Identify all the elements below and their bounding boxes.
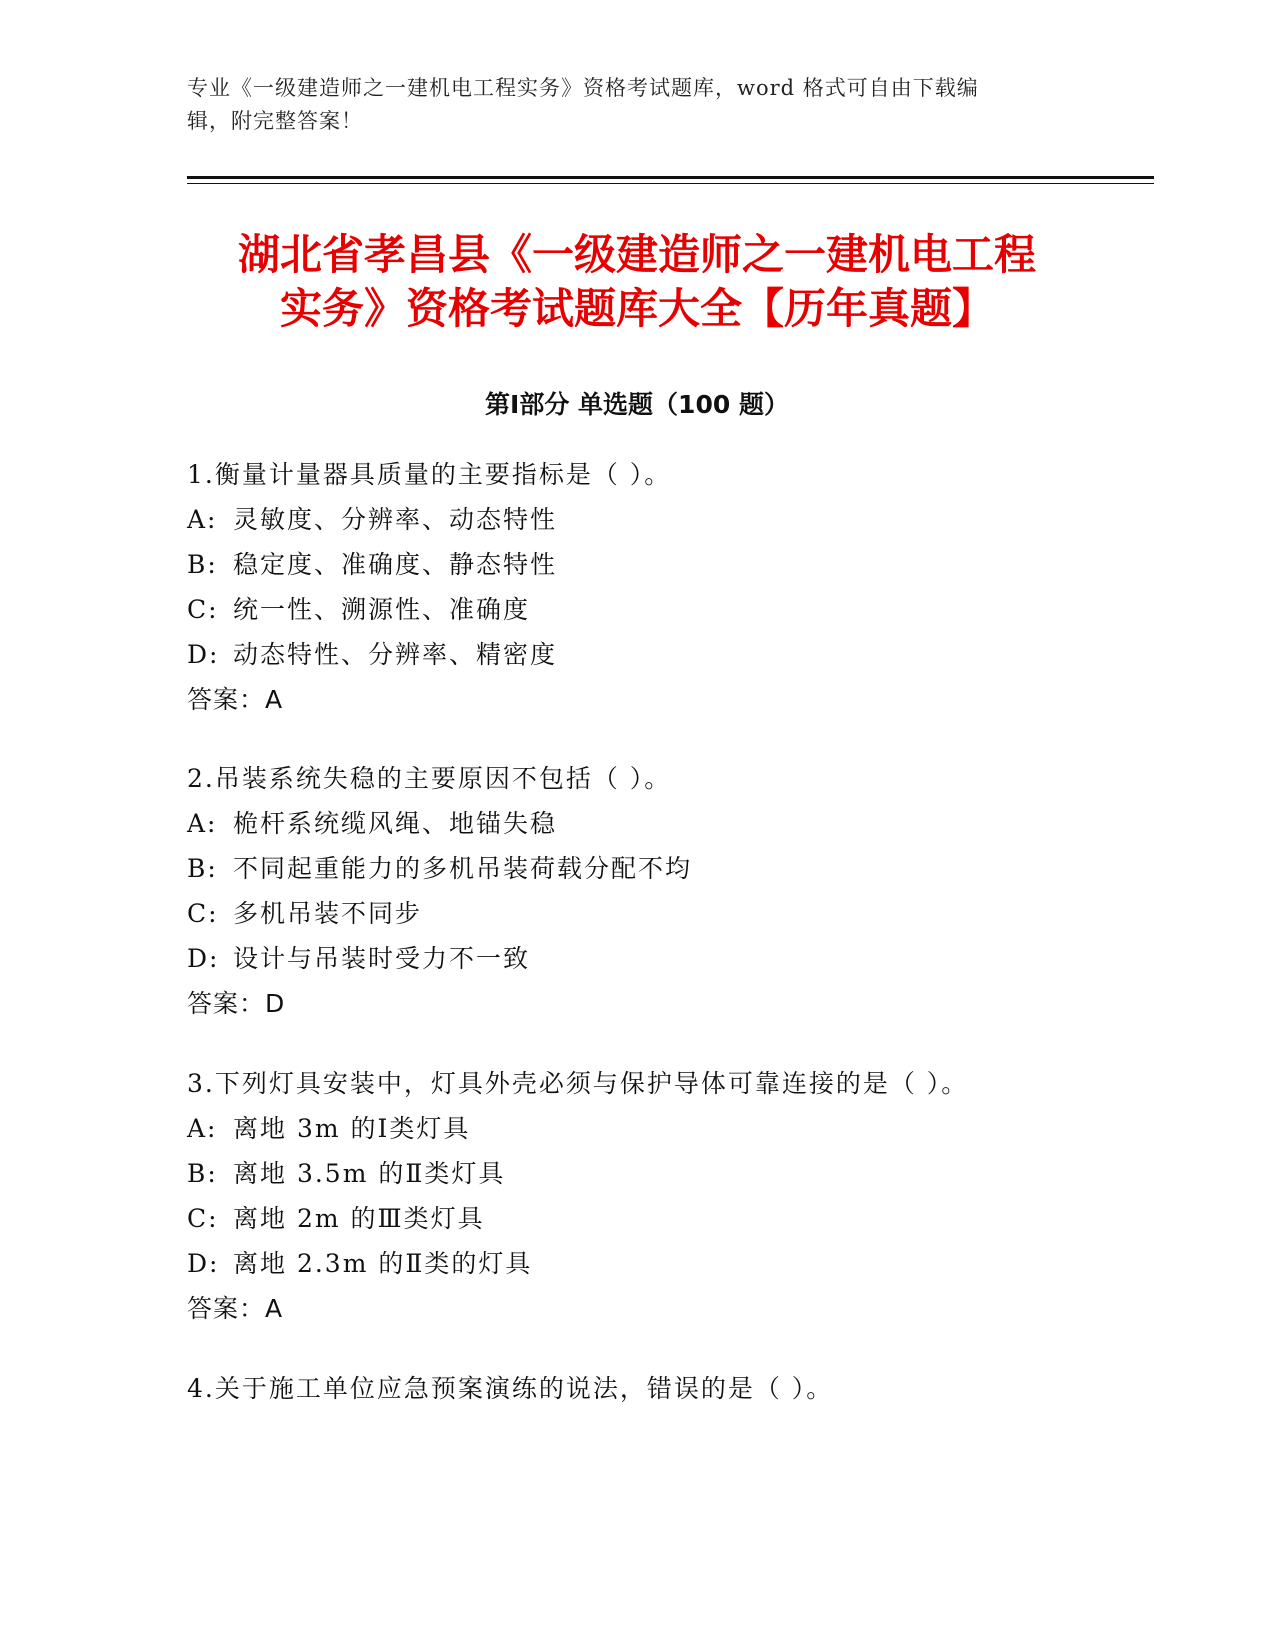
option-text: 离地 3.5m 的Ⅱ类灯具 <box>233 1159 506 1188</box>
option-b <box>187 1151 1147 1196</box>
option-text: 不同起重能力的多机吊装荷载分配不均 <box>233 854 693 883</box>
answer: 答案：A <box>187 685 284 714</box>
option-text: 桅杆系统缆风绳、地锚失稳 <box>233 809 558 838</box>
header-note-line-1: 专业《一级建造师之一建机电工程实务》资格考试题库，word 格式可自由下载编 <box>187 76 979 100</box>
question-2 <box>187 756 1147 1026</box>
answer: 答案：A <box>187 1294 284 1323</box>
option-d <box>187 632 1147 677</box>
header-divider-thin <box>187 183 1154 184</box>
option-b <box>187 542 1147 587</box>
option-text: 离地 2.3m 的Ⅱ类的灯具 <box>233 1249 533 1278</box>
question-stem: 1.衡量计量器具质量的主要指标是（ ）。 <box>187 460 672 489</box>
option-a <box>187 497 1147 542</box>
option-text: 设计与吊装时受力不一致 <box>233 944 531 973</box>
question-stem: 3.下列灯具安装中，灯具外壳必须与保护导体可靠连接的是（ ）。 <box>187 1069 969 1098</box>
option-letter: A: <box>187 1114 218 1143</box>
option-letter: D: <box>187 640 220 669</box>
question-1 <box>187 452 1147 722</box>
option-c <box>187 587 1147 632</box>
option-letter: C: <box>187 595 219 624</box>
option-b <box>187 846 1147 891</box>
document-title-line-2: 实务》资格考试题库大全【历年真题】 <box>279 284 994 333</box>
question-stem: 2.吊装系统失稳的主要原因不包括（ ）。 <box>187 764 672 793</box>
header-note <box>187 72 1087 138</box>
option-c <box>187 891 1147 936</box>
option-text: 动态特性、分辨率、精密度 <box>233 640 558 669</box>
option-a <box>187 801 1147 846</box>
option-letter: B: <box>187 550 218 579</box>
option-text: 多机吊装不同步 <box>233 899 423 928</box>
option-letter: A: <box>187 505 218 534</box>
header-note-line-2: 辑，附完整答案！ <box>187 109 363 133</box>
option-letter: D: <box>187 1249 220 1278</box>
option-text: 稳定度、准确度、静态特性 <box>233 550 558 579</box>
option-letter: B: <box>187 1159 218 1188</box>
option-letter: C: <box>187 1204 219 1233</box>
option-letter: C: <box>187 899 219 928</box>
option-text: 离地 2m 的Ⅲ类灯具 <box>233 1204 485 1233</box>
option-d <box>187 936 1147 981</box>
option-d <box>187 1241 1147 1286</box>
option-letter: A: <box>187 809 218 838</box>
section-heading: 第Ⅰ部分 单选题（100 题） <box>485 390 789 419</box>
answer: 答案：D <box>187 989 286 1018</box>
option-text: 统一性、溯源性、准确度 <box>233 595 531 624</box>
option-text: 离地 3m 的Ⅰ类灯具 <box>233 1114 471 1143</box>
question-3 <box>187 1061 1147 1331</box>
header-divider-thick <box>187 176 1154 179</box>
option-letter: D: <box>187 944 220 973</box>
option-text: 灵敏度、分辨率、动态特性 <box>233 505 558 534</box>
document-title-line-1: 湖北省孝昌县《一级建造师之一建机电工程 <box>237 230 1036 279</box>
question-stem: 4.关于施工单位应急预案演练的说法，错误的是（ ）。 <box>187 1374 834 1403</box>
document-title <box>187 228 1087 336</box>
option-a <box>187 1106 1147 1151</box>
option-c <box>187 1196 1147 1241</box>
option-letter: B: <box>187 854 218 883</box>
question-4 <box>187 1366 1147 1411</box>
